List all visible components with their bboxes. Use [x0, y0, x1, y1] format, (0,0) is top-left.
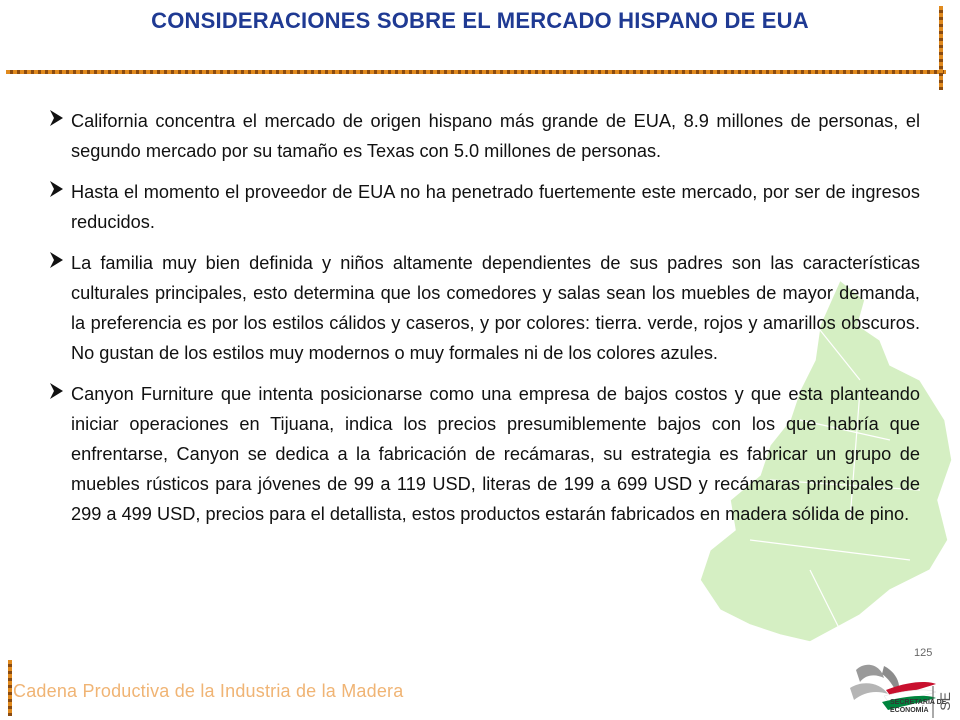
arrow-bullet-icon: [48, 180, 64, 198]
bullet-text: Canyon Furniture que intenta posicionarse como una empresa de bajos costos y que esta planteando iniciar operaciones en Tijuana, indica los precios presumiblemente bajos con los que habría que enfrentarse, Canyon se dedica a la fabricación de recámaras, su estrategia es fabricar un grupo de muebles rústicos para jóvenes de 99 a 119 USD, literas de 199 a 699 USD y recámaras principales de 299 a 499 USD, precios para el detallista, estos productos estarán fabricados en madera sólida de pino.: [71, 384, 920, 524]
arrow-bullet-icon: [48, 109, 64, 127]
arrow-bullet-icon: [48, 382, 64, 400]
bullet-text: California concentra el mercado de origen hispano más grande de EUA, 8.9 millones de personas, el segundo mercado por su tamaño es Texas con 5.0 millones de personas.: [71, 111, 920, 161]
right-border-top: [939, 6, 943, 90]
page-title: CONSIDERACIONES SOBRE EL MERCADO HISPANO DE EUA: [151, 8, 809, 33]
list-item: [48, 248, 920, 368]
logo-text-line1: SECRETARÍA DE: [890, 699, 947, 706]
bullet-text: Hasta el momento el proveedor de EUA no ha penetrado fuertemente este mercado, por ser de ingresos reducidos.: [71, 182, 920, 232]
bullet-list: [48, 106, 920, 540]
list-item: [48, 177, 920, 237]
page-number: 125: [914, 647, 933, 659]
list-item: [48, 106, 920, 166]
top-divider: [6, 70, 946, 74]
logo-mark: SE: [937, 692, 953, 711]
logo-text-line2: ECONOMÍA: [890, 707, 929, 714]
arrow-bullet-icon: [48, 251, 64, 269]
footer-caption: Cadena Productiva de la Industria de la Madera: [13, 681, 404, 701]
bullet-text: La familia muy bien definida y niños altamente dependientes de sus padres son las características culturales principales, esto determina que los comedores y salas sean los muebles de mayor demanda, la preferencia es por los estilos cálidos y caseros, y por colores: tierra. verde, rojos y amarillos obscuros. No gustan de los estilos muy modernos o muy formales ni de los colores azules.: [71, 253, 920, 363]
list-item: [48, 379, 920, 529]
left-border-bottom: [8, 660, 12, 716]
